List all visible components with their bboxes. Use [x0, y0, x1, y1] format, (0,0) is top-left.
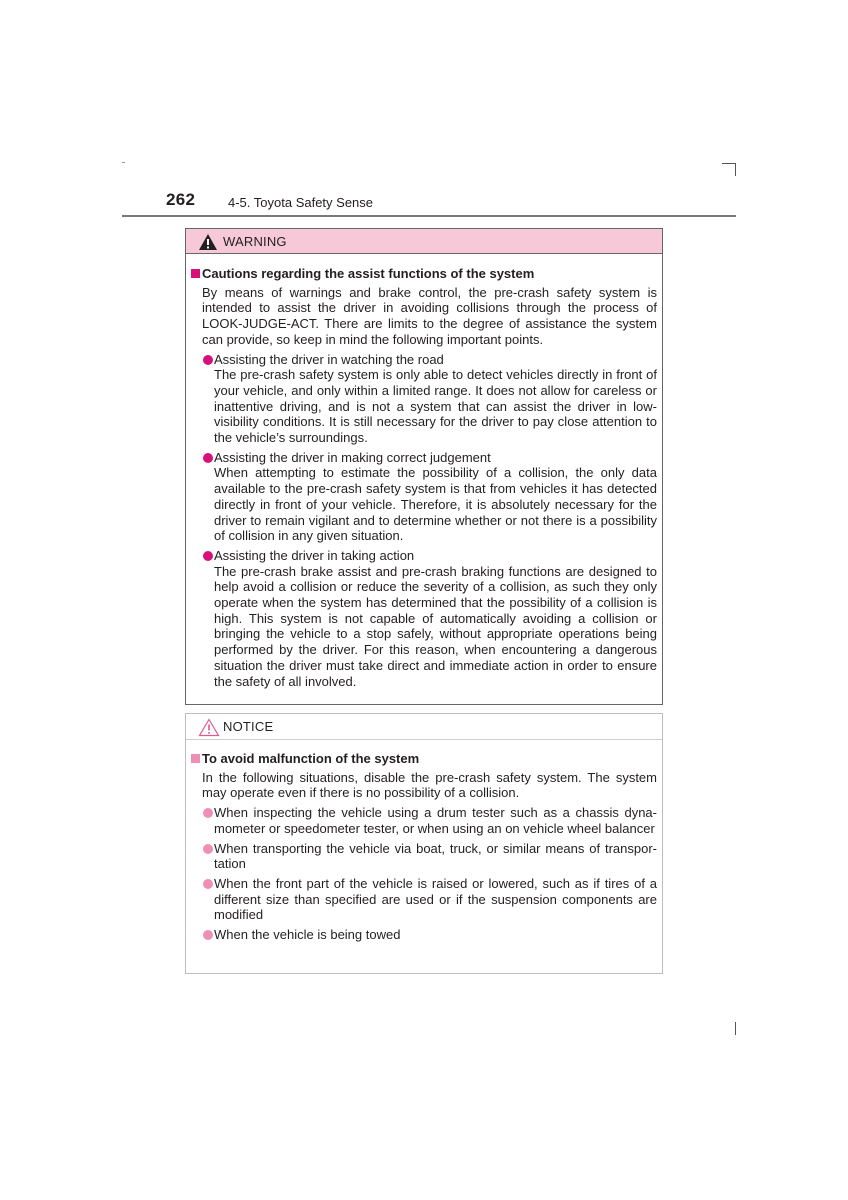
- crop-mark: [735, 163, 736, 176]
- notice-intro: In the following situations, disable the pre-crash safety system. The system may operate even if there is no possibility of a collision.: [202, 769, 657, 801]
- list-item-text: The pre-crash safety system is only able to detect vehicles directly in front of your vehicle, and only within a limited range. It does not allow for careless or inattentive driving, and is not a system that can assist the driver in low-visibility conditions. It is still necessary for the driver to pay close attention to the vehicle’s surroundings.: [214, 367, 657, 446]
- bullet-dot-icon: [203, 551, 213, 561]
- list-item: [202, 805, 657, 836]
- bullet-dot-icon: [203, 453, 213, 463]
- header-divider: [122, 215, 736, 217]
- list-item-title: Assisting the driver in making correct judgement: [214, 449, 491, 465]
- warning-body: [186, 266, 662, 689]
- bullet-dot-icon: [203, 930, 213, 940]
- list-item-text: When the vehicle is being towed: [214, 927, 401, 943]
- square-bullet-icon: [191, 754, 200, 763]
- notice-heading-text: To avoid malfunction of the system: [202, 751, 420, 766]
- page-number: 262: [166, 190, 196, 209]
- notice-triangle-icon: [198, 718, 218, 736]
- bullet-dot-icon: [203, 879, 213, 889]
- crop-mark: [722, 163, 736, 164]
- list-item-text: When attempting to estimate the possibility of a collision, the only data available to the pre-crash safety system is that from vehicles it has detected directly in front of your vehicle. Therefore, it is absolutely necessary for the driver to remain vigilant and to determine whether or not there is a possibility of collision in any given situation.: [214, 465, 657, 544]
- square-bullet-icon: [191, 269, 200, 278]
- bullet-dot-icon: [203, 808, 213, 818]
- list-item-text: When transporting the vehicle via boat, truck, or similar means of transportation: [214, 840, 657, 872]
- notice-box: [185, 713, 663, 974]
- list-item-text: When inspecting the vehicle using a drum tester such as a chassis dynamometer or speedometer tester, or when using an on vehicle wheel balancer: [214, 805, 657, 836]
- warning-heading: [190, 266, 657, 282]
- warning-intro: By means of warnings and brake control, the pre-crash safety system is intended to assist the driver in avoiding collisions through the process of LOOK-JUDGE-ACT. There are limits to the degree of assistance the system can provide, so keep in mind the following important points.: [202, 284, 657, 347]
- list-item-title: Assisting the driver in watching the road: [214, 351, 444, 367]
- crop-mark: [735, 1022, 736, 1035]
- section-title: 4-5. Toyota Safety Sense: [228, 195, 374, 210]
- warning-box: [185, 228, 663, 705]
- list-item: [202, 876, 657, 923]
- warning-heading-text: Cautions regarding the assist functions of the system: [202, 266, 535, 281]
- crop-mark: [122, 162, 125, 163]
- list-item: [202, 450, 657, 544]
- list-item-text: When the front part of the vehicle is raised or lowered, such as if tires of a different size than specified are used or if the suspension components are modified: [214, 875, 657, 923]
- notice-header: [186, 714, 662, 740]
- page-header: [122, 190, 736, 216]
- warning-label: WARNING: [223, 234, 287, 249]
- list-item-text: The pre-crash brake assist and pre-crash braking functions are designed to help avoid a collision or reduce the severity of a collision, as such they only operate when the system has determined that the possibility of a collision is high. This system is not capable of automatically avoiding a collision or bringing the vehicle to a stop safely, without appropriate operations being performed by the driver. For this reason, when encountering a dangerous situation the driver must take direct and immediate action in order to ensure the safety of all involved.: [214, 563, 657, 689]
- list-item: [202, 927, 657, 943]
- warning-header: [186, 229, 662, 254]
- list-item: [202, 352, 657, 446]
- list-item-title: Assisting the driver in taking action: [214, 547, 415, 563]
- warning-triangle-icon: [198, 233, 218, 251]
- notice-body: [186, 751, 662, 943]
- notice-label: NOTICE: [223, 719, 274, 734]
- notice-heading: [190, 751, 657, 767]
- bullet-dot-icon: [203, 355, 213, 365]
- list-item: [202, 841, 657, 872]
- list-item: [202, 548, 657, 689]
- bullet-dot-icon: [203, 844, 213, 854]
